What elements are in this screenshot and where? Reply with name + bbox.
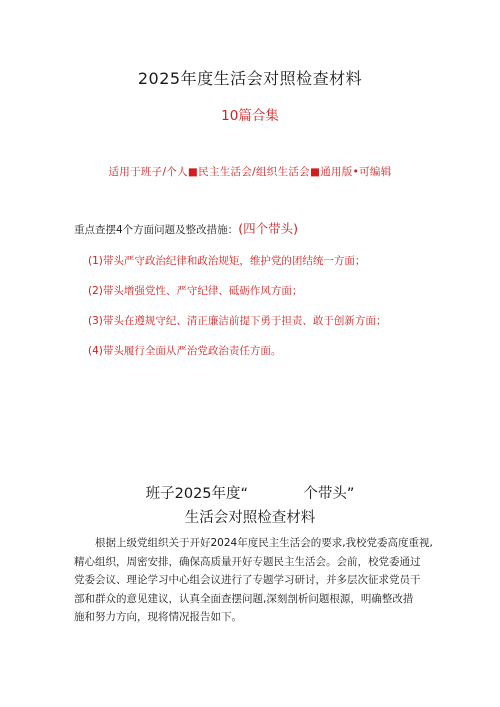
focus-item: (4)带头履行全面从严治党政治责任方面。 xyxy=(88,345,282,357)
cover-title: 2025年度生活会对照检查材料 xyxy=(137,69,363,88)
section-title-line1: 班子2025年度“ 个带头” xyxy=(145,486,355,502)
focus-heading xyxy=(74,219,298,237)
body-line: 根据上级党组织关于开好2024年度民主生活会的要求,我校党委高度重视, xyxy=(95,537,433,549)
focus-item: (2)带头增强党性、严守纪律、砥砺作风方面； xyxy=(88,285,303,297)
usage-note: 适用于班子/个人■民主生活会/组织生活会■通用版•可编辑 xyxy=(108,166,392,178)
focus-heading-emphasis: (四个带头) xyxy=(238,221,298,236)
focus-item: (3)带头在遵规守纪、清正廉洁前提下勇于担责、敢于创新方面； xyxy=(88,315,387,327)
focus-list xyxy=(88,254,386,374)
focus-heading-text: 重点查摆4个方面问题及整改措施： xyxy=(74,224,239,236)
cover-subtitle: 10篇合集 xyxy=(221,108,279,124)
body-line: 党委会议、理论学习中心组会议进行了专题学习研讨，并多层次征求党员干 xyxy=(74,574,421,587)
body-line: 部和群众的意见建议，认真全面查摆问题,深刻剖析问题根源，明确整改措 xyxy=(74,592,414,605)
focus-item: (1)带头严守政治纪律和政治规矩，维护党的团结统一方面； xyxy=(88,255,366,267)
body-line: 精心组织，周密安排，确保高质量开好专题民主生活会。会前，校党委通过 xyxy=(74,555,421,568)
body-paragraph xyxy=(74,534,434,627)
section-title-line2: 生活会对照检查材料 xyxy=(184,510,316,526)
body-line: 施和努力方向，现将情况报告如下。 xyxy=(74,611,242,624)
